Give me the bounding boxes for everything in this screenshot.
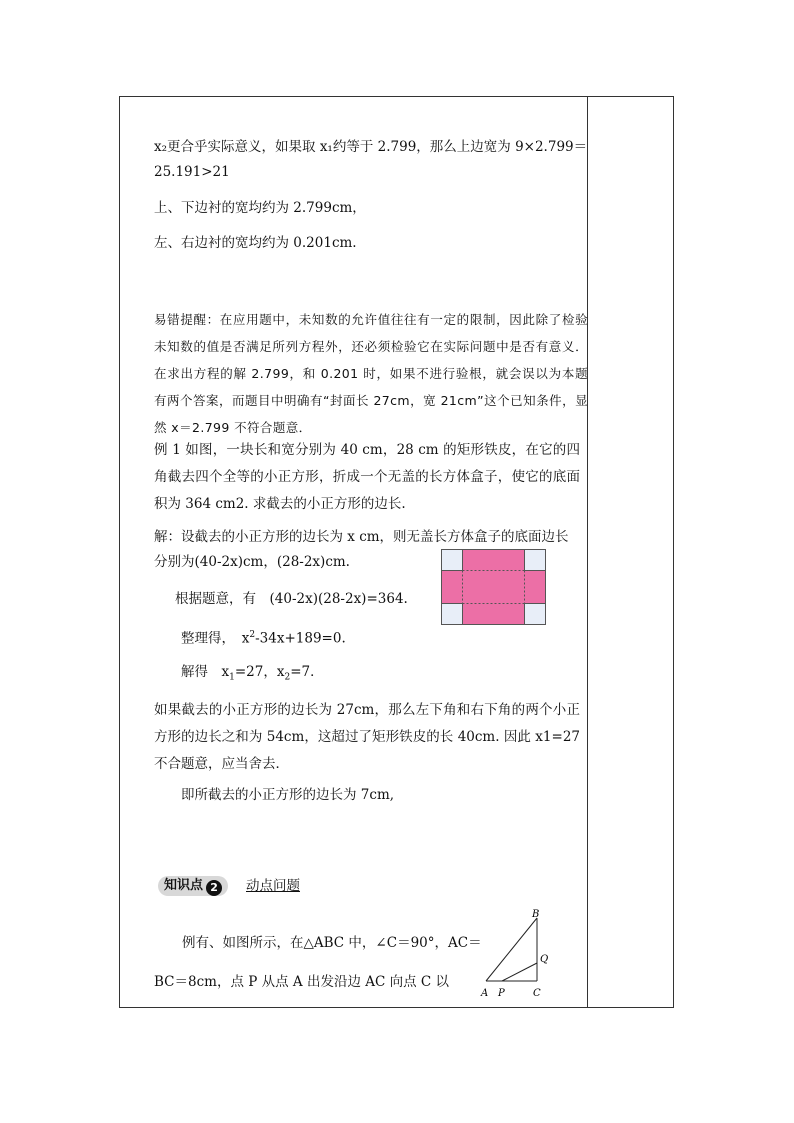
label-q: Q [540,954,549,965]
triangle-figure [478,906,558,1001]
table-column-divider [587,96,588,1007]
cont-line-2: 25.191>21 [154,164,230,180]
label-c: C [533,988,541,999]
corner-square-br [525,604,546,625]
example2-line-1: 例有、如图所示，在△ABC 中，∠C＝90°，AC＝ [182,935,482,951]
segment-pq [502,963,537,981]
solution-line-2: 分别为(40-2x)cm，(28-2x)cm. [154,554,350,570]
example2-line-2: BC＝8cm，点 P 从点 A 出发沿边 AC 向点 C 以 [154,974,450,990]
root-check: 如果截去的小正方形的边长为 27cm，那么左下角和右下角的两个小正方形的边长之和为 54cm，这超过了矩形铁皮的长 40cm. 因此 x1=27 不合题意，应当舍去． [154,702,580,772]
corner-square-tr [525,550,546,571]
knowledge-point-badge: 知识点 2 [158,876,228,896]
box-net-figure [441,549,546,625]
number-circle: 2 [206,880,222,896]
label-a: A [481,988,489,999]
solution-roots: 解得 $x_1=27$，$x_2=7$． [181,664,324,683]
final-answer: 即所截去的小正方形的边长为 7cm, [181,787,395,803]
label-p: P [498,988,505,999]
side-ab [486,918,537,981]
example1-problem: 例 1 如图，一块长和宽分别为 40 cm，28 cm 的矩形铁皮，在它的四角截去四个全等的小正方形，折成一个无盖的长方体盒子，使它的底面积为 364 cm2. 求截去的小正方形的边长. [154,442,580,512]
cont-line-1: x₂更合乎实际意义，如果取 x₁约等于 2.799，那么上边宽为 9×2.799＝ [154,139,588,155]
cont-line-4: 左、右边衬的宽均约为 0.201cm. [154,235,357,251]
label-b: B [532,909,540,920]
corner-square-tl [442,550,463,571]
corner-square-bl [442,604,463,625]
cont-line-3: 上、下边衬的宽均约为 2.799cm， [154,200,366,216]
solution-simplified: 整理得， $x^2-34x+189=0$. [181,630,346,647]
solution-equation: 根据题意，有 (40-2x)(28-2x)=364. [175,591,408,607]
error-tip: 易错提醒：在应用题中，未知数的允许值往往有一定的限制，因此除了检验未知数的值是否满足所列方程外，还必须检验它在实际问题中是否有意义．在求出方程的解 2.799，和 0.201 时，如果不进行验根，就会误以为本题有两个答案，而题目中明确有“封面长 27cm，宽 21cm”这个已知条件，显然 x＝2.799 不符合题意． [154,312,588,435]
solution-line-1: 解：设截去的小正方形的边长为 x cm，则无盖长方体盒子的底面边长 [154,529,569,545]
knowledge-point-title: 动点问题 [246,878,300,894]
